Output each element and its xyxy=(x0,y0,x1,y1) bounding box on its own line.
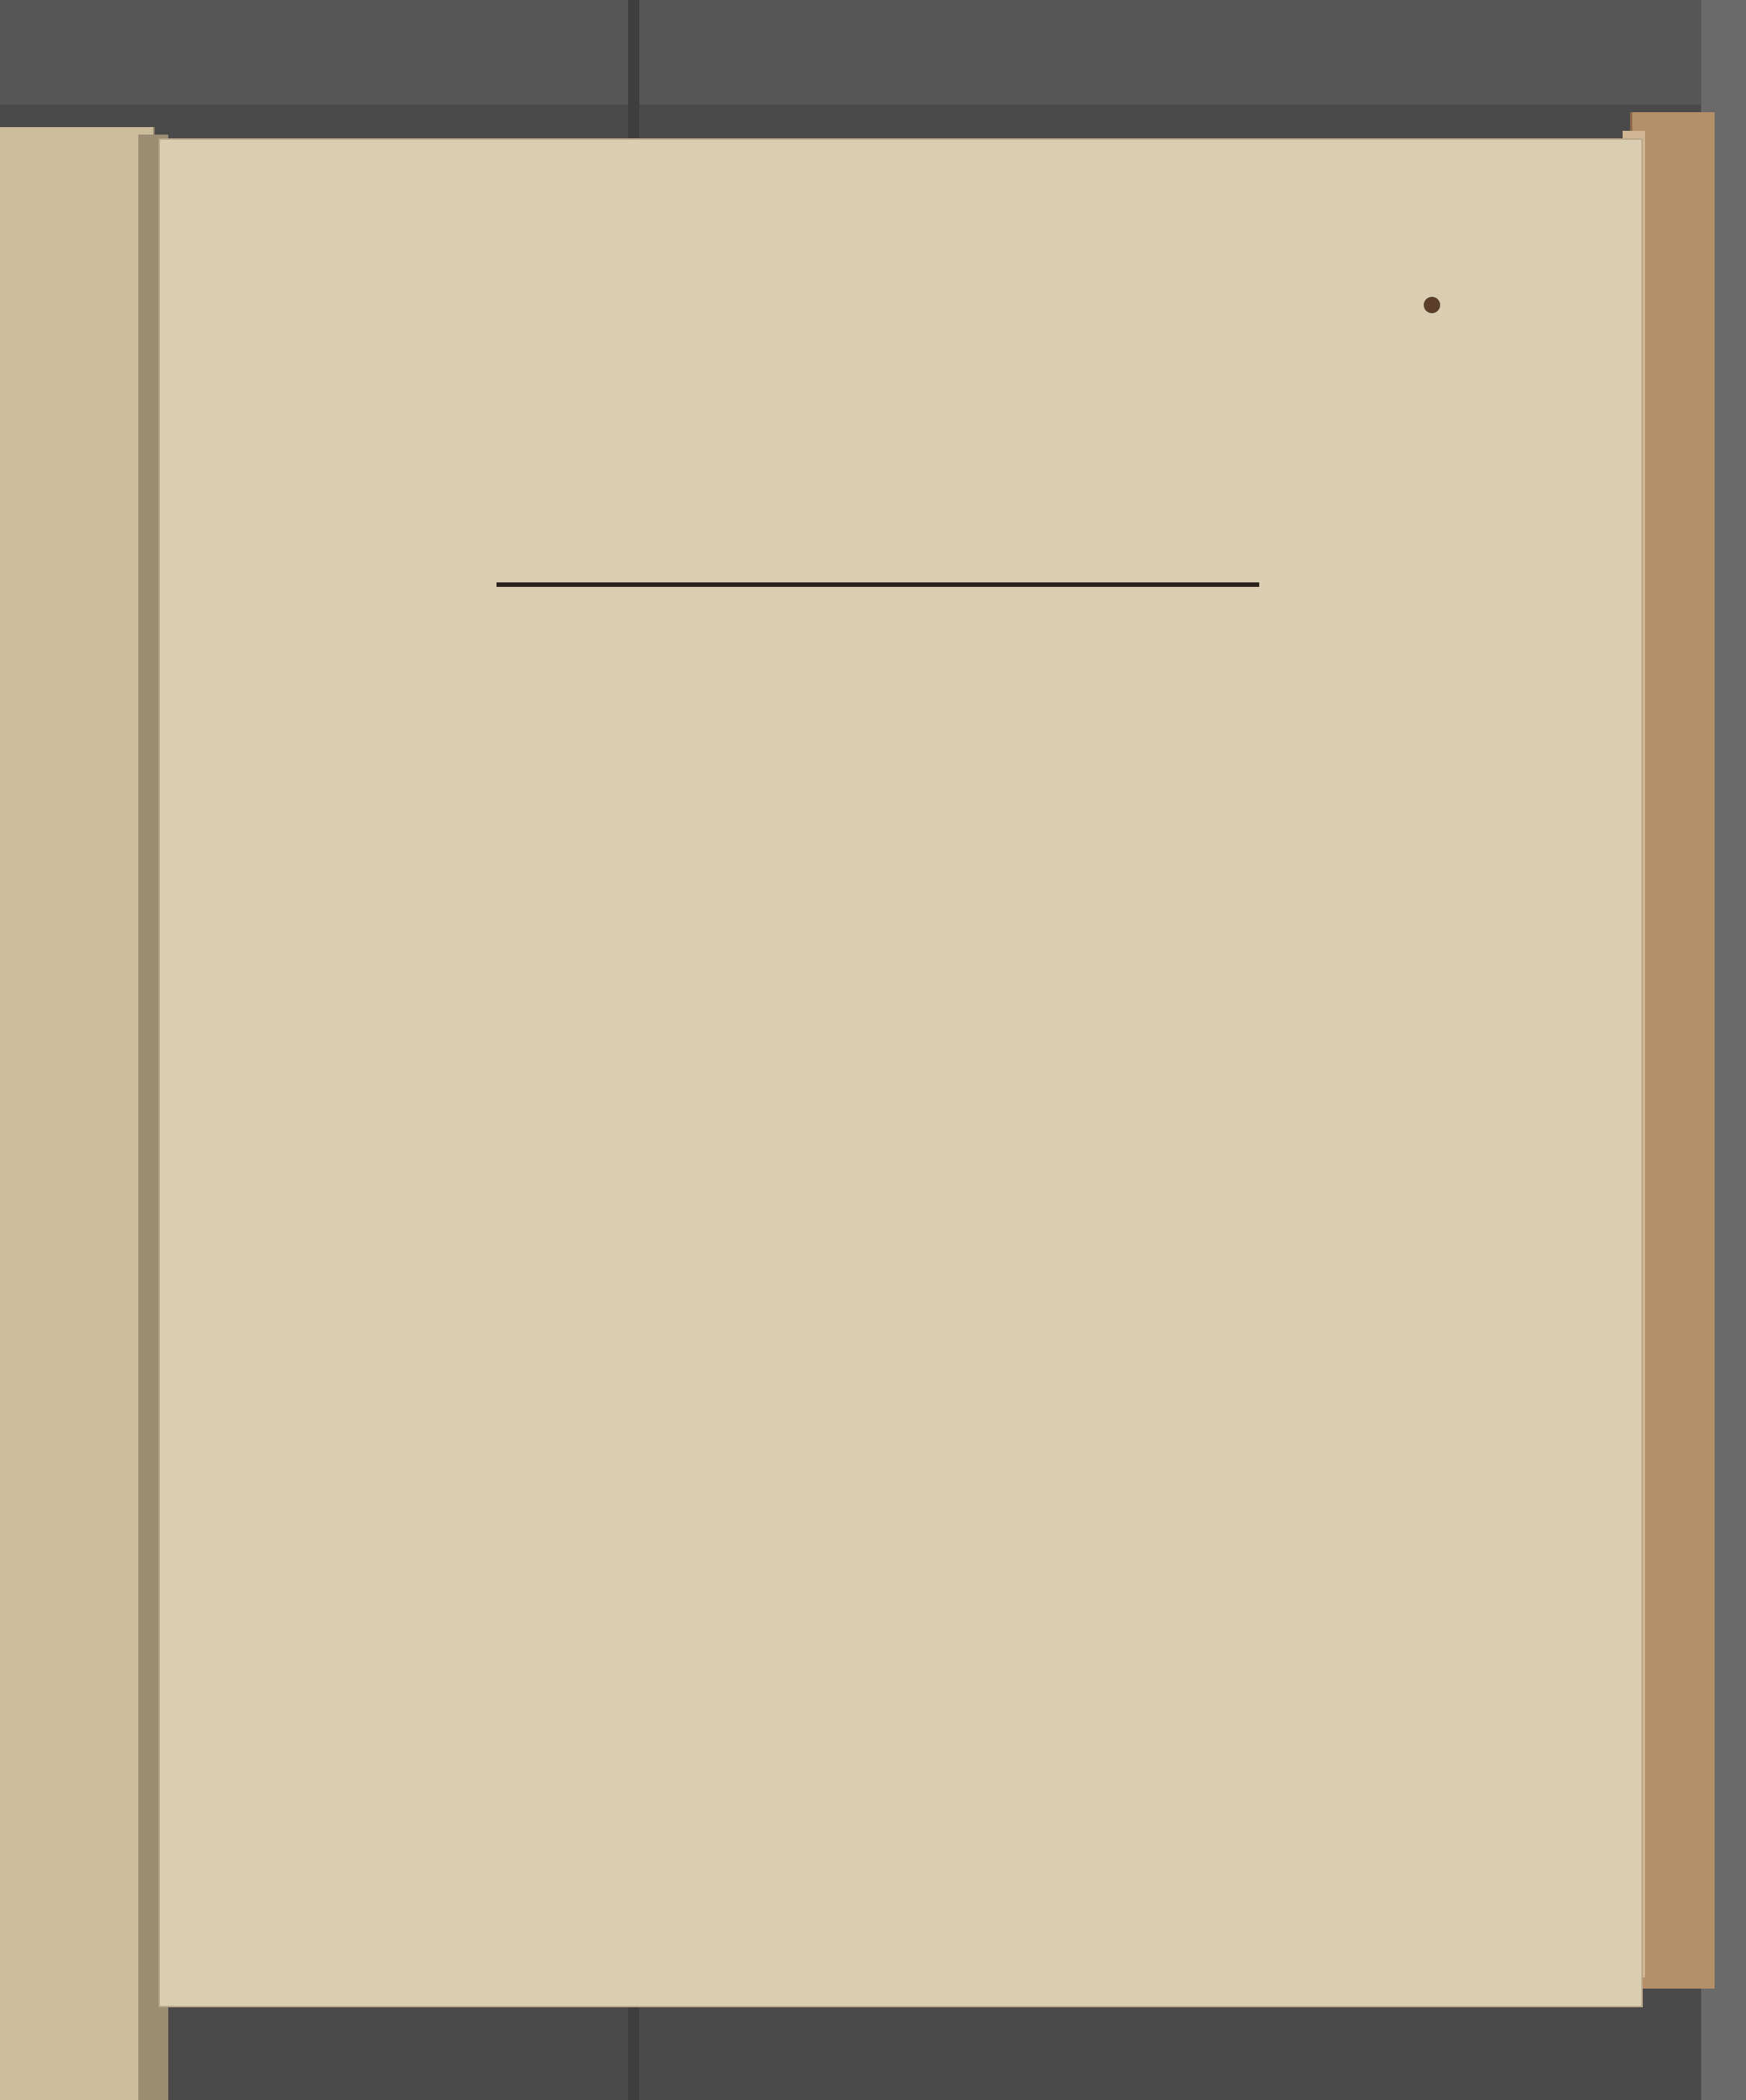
left-page xyxy=(0,127,155,2100)
ink-spot xyxy=(1424,297,1440,313)
newspaper-page xyxy=(159,138,1643,2007)
left-page-text-fragments xyxy=(0,127,153,2100)
rule-top xyxy=(497,582,1259,587)
background-top xyxy=(0,0,1746,105)
